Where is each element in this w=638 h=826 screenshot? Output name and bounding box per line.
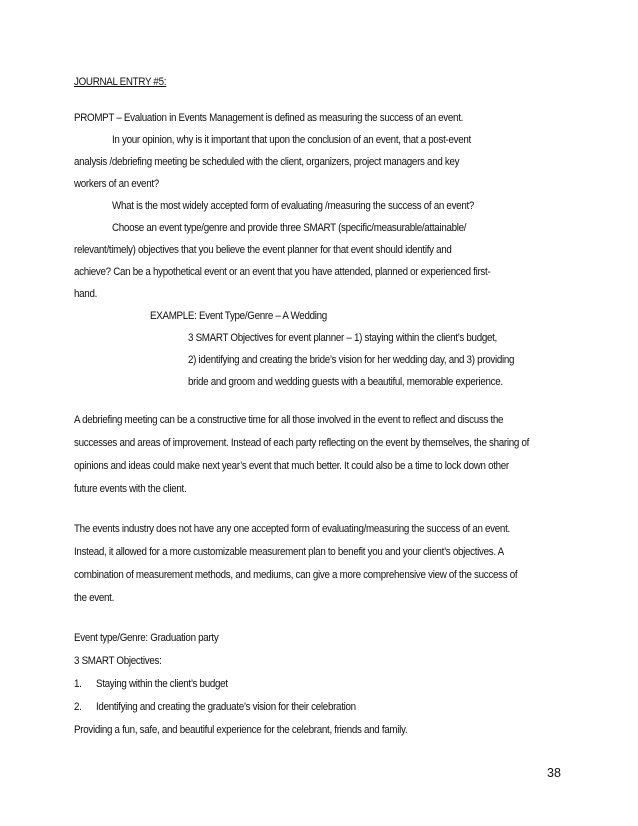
objective-number: 2. bbox=[74, 701, 82, 713]
prompt-line: PROMPT – Evaluation in Events Management is defined as measuring the success of an event. bbox=[74, 112, 464, 124]
answer-line: opinions and ideas could make next year’s event that much better. It could also be a time to lock down other bbox=[74, 460, 509, 472]
prompt-line: Choose an event type/genre and provide three SMART (specific/measurable/attainable/ bbox=[112, 222, 467, 234]
objectives-heading: 3 SMART Objectives: bbox=[74, 655, 162, 667]
prompt-line: hand. bbox=[74, 288, 98, 300]
example-line: 2) identifying and creating the bride’s vision for her wedding day, and 3) providing bbox=[188, 354, 515, 366]
objective-number: 1. bbox=[74, 678, 82, 690]
prompt-line: relevant/timely) objectives that you believe the event planner for that event should identify and bbox=[74, 244, 452, 256]
answer-line: future events with the client. bbox=[74, 483, 187, 495]
prompt-line: In your opinion, why is it important that upon the conclusion of an event, that a post-event bbox=[112, 134, 471, 146]
example-heading: EXAMPLE: Event Type/Genre – A Wedding bbox=[150, 310, 327, 322]
answer-line: combination of measurement methods, and mediums, can give a more comprehensive view of the success of bbox=[74, 569, 518, 581]
answer-line: Instead, it allowed for a more customizable measurement plan to benefit you and your client’s objectives. A bbox=[74, 546, 504, 558]
journal-title: JOURNAL ENTRY #5: bbox=[74, 76, 167, 88]
example-line: bride and groom and wedding guests with a beautiful, memorable experience. bbox=[188, 376, 503, 388]
closing-line: Providing a fun, safe, and beautiful experience for the celebrant, friends and family. bbox=[74, 724, 408, 736]
answer-line: the event. bbox=[74, 592, 115, 604]
answer-line: successes and areas of improvement. Instead of each party reflecting on the event by themselves, the sharing of bbox=[74, 437, 530, 449]
answer-line: A debriefing meeting can be a constructive time for all those involved in the event to reflect and discuss the bbox=[74, 414, 504, 426]
page-number: 38 bbox=[547, 766, 561, 780]
event-type-line: Event type/Genre: Graduation party bbox=[74, 632, 219, 644]
example-line: 3 SMART Objectives for event planner – 1) staying within the client’s budget, bbox=[188, 332, 497, 344]
prompt-line: analysis /debriefing meeting be scheduled with the client, organizers, project managers and key bbox=[74, 156, 460, 168]
objective-text: Identifying and creating the graduate’s vision for their celebration bbox=[96, 701, 356, 713]
objective-text: Staying within the client’s budget bbox=[96, 678, 228, 690]
prompt-line: What is the most widely accepted form of evaluating /measuring the success of an event? bbox=[112, 200, 475, 212]
answer-line: The events industry does not have any one accepted form of evaluating/measuring the success of an event. bbox=[74, 523, 510, 535]
prompt-line: workers of an event? bbox=[74, 178, 159, 190]
prompt-line: achieve? Can be a hypothetical event or an event that you have attended, planned or experienced first- bbox=[74, 266, 491, 278]
